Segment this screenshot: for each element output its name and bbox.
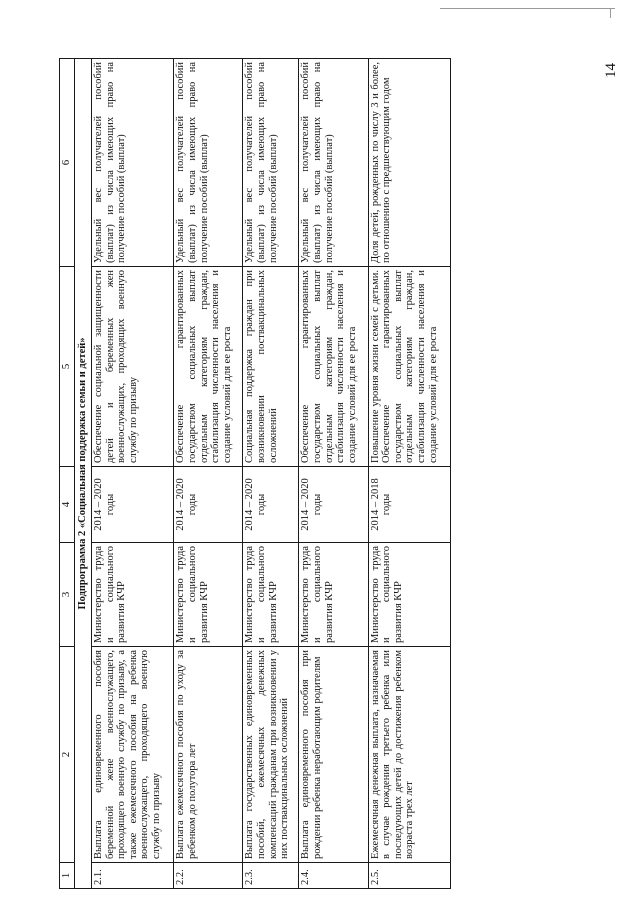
executor-cell: Министерство труда и социального развития КЧР bbox=[174, 543, 243, 647]
executor-cell: Министерство труда и социального развития КЧР bbox=[368, 543, 450, 647]
executor-cell: Министерство труда и социального развития КЧР bbox=[92, 543, 174, 647]
table-row bbox=[299, 59, 368, 889]
row-number: 2.4. bbox=[299, 863, 368, 889]
result-cell: Обеспечение социальной защищенности детей и беременных жен военнослужащих, проходящих военную службу по призыву bbox=[92, 267, 174, 467]
header-col-1: 1 bbox=[60, 863, 75, 889]
indicator-cell: Удельный вес получателей пособий (выплат) из числа имеющих право на получение пособий (выплат) bbox=[299, 59, 368, 267]
measure-cell: Ежемесячная денежная выплата, назначаемая в случае рождения третьего ребенка или последующих детей до достижения ребенком возраста трех лет bbox=[368, 647, 450, 863]
indicator-cell: Удельный вес получателей пособий (выплат) из числа имеющих право на получение пособий (выплат) bbox=[174, 59, 243, 267]
period-cell: 2014 – 2020 годы bbox=[92, 467, 174, 543]
row-number: 2.2. bbox=[174, 863, 243, 889]
period-cell: 2014 – 2020 годы bbox=[174, 467, 243, 543]
table-row bbox=[92, 59, 174, 889]
header-col-5: 5 bbox=[60, 267, 75, 467]
row-number: 2.1. bbox=[92, 863, 174, 889]
table-row bbox=[243, 59, 299, 889]
scan-edge-tick bbox=[610, 8, 611, 18]
header-col-2: 2 bbox=[60, 647, 75, 863]
indicator-cell: Удельный вес получателей пособий (выплат) из числа имеющих право на получение пособий (выплат) bbox=[92, 59, 174, 267]
measures-table bbox=[59, 58, 451, 889]
measure-cell: Выплата единовременного пособия при рождении ребенка неработающим родителям bbox=[299, 647, 368, 863]
indicator-cell: Доля детей, рожденных по числу 3 и более, по отношению с предшествующим годом bbox=[368, 59, 450, 267]
header-row bbox=[60, 59, 75, 889]
header-col-3: 3 bbox=[60, 543, 75, 647]
result-cell: Обеспечение гарантированных государством социальных выплат отдельным категориям граждан, стабилизация численности населения и создание условий для ее роста bbox=[174, 267, 243, 467]
period-cell: 2014 – 2020 годы bbox=[243, 467, 299, 543]
rotated-table-container bbox=[59, 59, 451, 889]
period-cell: 2014 – 2020 годы bbox=[299, 467, 368, 543]
row-number: 2.3. bbox=[243, 863, 299, 889]
result-cell: Повышение уровня жизни семей с детьми. Обеспечение гарантированных государством социальных выплат отдельным категориям граждан, стабилизация численности населения и создание условий для ее роста bbox=[368, 267, 450, 467]
row-number: 2.5. bbox=[368, 863, 450, 889]
scan-edge-line bbox=[440, 8, 615, 9]
result-cell: Обеспечение гарантированных государством социальных выплат отдельным категориям граждан, стабилизация численности населения и создание условий для ее роста bbox=[299, 267, 368, 467]
measure-cell: Выплата ежемесячного пособия по уходу за ребенком до полутора лет bbox=[174, 647, 243, 863]
period-cell: 2014 – 2018 годы bbox=[368, 467, 450, 543]
header-col-4: 4 bbox=[60, 467, 75, 543]
table-row bbox=[368, 59, 450, 889]
executor-cell: Министерство труда и социального развития КЧР bbox=[243, 543, 299, 647]
result-cell: Социальная поддержка граждан при возникновении поствакцинальных осложнений bbox=[243, 267, 299, 467]
executor-cell: Министерство труда и социального развития КЧР bbox=[299, 543, 368, 647]
header-col-6: 6 bbox=[60, 59, 75, 267]
indicator-cell: Удельный вес получателей пособий (выплат) из числа имеющих право на получение пособий (выплат) bbox=[243, 59, 299, 267]
measure-cell: Выплата государственных единовременных пособий, ежемесячных денежных компенсаций гражданам при возникновении у них поствакцинальных осложнений bbox=[243, 647, 299, 863]
measure-cell: Выплата единовременного пособия беременной жене военнослужащего, проходящего военную службу по призыву, а также ежемесячного пособия на ребенка военнослужащего, проходящего военную службу по призыву bbox=[92, 647, 174, 863]
page-number: 14 bbox=[603, 63, 619, 78]
table-row bbox=[174, 59, 243, 889]
subprogram-title: Подпрограмма 2 «Социальная поддержка семьи и детей» bbox=[75, 59, 92, 889]
subprogram-row bbox=[75, 59, 92, 889]
